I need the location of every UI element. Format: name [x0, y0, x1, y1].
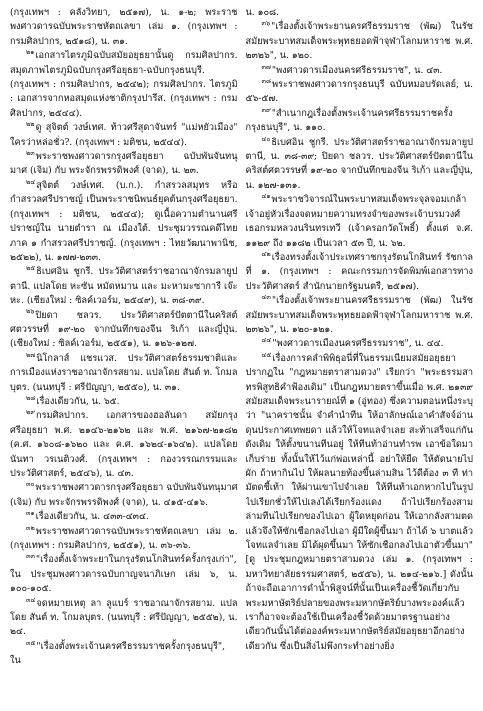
footnote-number: ๔๐ [261, 134, 271, 143]
footnote [10, 265, 238, 308]
footnote-number: ๒๓ [26, 149, 35, 157]
footnote [246, 107, 474, 136]
footnote-number: ๓๙ [261, 105, 271, 114]
footnote-text: "เรื่องตั้งเจ้าพระยาในกรุงรัตนโกสินทร์ครั้งกรุงเก่า", ใน ประชุมพงศาวดารฉบับกาญจนาภิเษก เล่ม ๖, น. ๑๐๐-๑๐๕. [10, 554, 238, 595]
footnote-text: พระราชพงศาวดารกรุงศรีอยุธยา ฉบับพันจันทนุมาศ (เจิม) กับ พระจักรพรรดิพงศ์ (จาด), น. ๔๑๕-๔๑๖. [10, 482, 238, 508]
footnote-number: ๒๗ [26, 350, 36, 359]
footnote [10, 179, 238, 265]
footnote [10, 395, 238, 409]
footnote-text: พระราชพงศาวดารกรุงศรีอยุธยา ฉบับพันจันทนุมาศ (เจิม) กับ พระจักรพรรดิพงศ์ (จาด), น. ๒๓. [10, 151, 238, 177]
footnote-text: ดู สุจิตต์ วงษ์เทศ. ท้าวศรีสุดาจันทร์ "แม่หยัวเมือง" ใครว่าหล่อชั่ว?. (กรุงเทพฯ : มติชน, ๒๕๔๔). [10, 122, 238, 148]
footnote-text: พระราชพงศาวดารฉบับพระราชหัตถเลขา เล่ม ๒. (กรุงเทพฯ : กรมศิลปากร, ๒๕๕๑), น. ๓๖-๓๖. [10, 525, 238, 552]
footnote-text: เรื่องทรงตั้งเจ้าประเทศราชกรุงรัตนโกสินทร์ รัชกาลที่ ๑. (กรุงเทพฯ : คณะกรรมการจัดพิมพ์เอกสารทางประวัติศาสตร์ สำนักนายกรัฐมนตรี, ๒๕๑๗). [245, 251, 473, 292]
footnote-text: ธิเบศอิน ชูกรี. ประวัติศาสตร์ราชอาณาจักรมลายูปตานี, น. ๓๘-๓๙; ปิยดา ชลวร. ประวัติศาสตร์ปัตตานีในคริสต์ศตวรรษที่ ๑๙-๒๐ จากบันทึกของจีน ริเก้า และญี่ปุ่น, น. ๑๒๗-๑๓๑. [245, 136, 473, 191]
footnote-number: ๒๑ [26, 48, 35, 57]
footnote-text: เรื่องการคลำพิพิธุอนี่ที่ในธรรมเนียมสมัยอยุธยาปรากฏใน "กฎหมายตราสามดวง" เรียกว่า "พระธรรมสาทรพิสูทธิคำฟ้องเดิม" เป็นกฎหมายตราขึ้นเมื่อ พ.ศ. ๒๑๓๙ สมัยสมเด็จพระนารายณ์ที่ ๑ (อู่ทอง) ซึ่งความตอนหนึ่งระบุว่า "นาคราชนั้น จำคำนำทีน ให้อาลักษณ์เอาคำสัจจ์อ่านดุนประกาศเทพยดา แล้วให้โจทแลจำเลย สะท้าเสร็จแก่กันดังเดิม ให้ตั้งขนานทีนอยู่ ให้ทีนท้าอ่านทำรพ เอาข้อใดมาเก็บร่าย ทั้งนั้นให้ไว้แก่พ่อเหล่านี้ อย่าให้ยืด ให้ตัดนายไปผัก ถ้าหากินไป ให้ผลนายท้องขึ้นล่ามสิน ไว้ดีต้อง ๓ ที ท่ามัตดชี้เท้า ให้ผ่านเขาไปจำเลย ให้ทีนท้าเอกหากไปในรูป ไปเรียกชั่วให้ไปเลงได้เรียกร้องแดง ถ้าไปเรียกร้องสามล่ามทีนไปเรียกของไปเอา ผู้ใดหยุดก่อน ให้เอากลังสามตด แล้วจึงให้ซักเชือกลงไปเอา ผู้มีใดผู้ขึ้นมา ถ้าได้ ๖ บาตแล้วโจทแลจำเลย มิได้ผุดขึ้นมา ให้ซักเชือกลงไปเอาตัวขึ้นมา" [ดู ประชุมกฎหมายตราสามดวง เล่ม ๑. (กรุงเทพฯ : มหาวิทยาลัยธรรมศาสตร์, ๒๕๕๖), น. ๒๑๔-๒๑๖.] ดังนั้น ถ้าจะถือเอาการดำน้ำพิสูจน์ที่นั้นเป็นเครื่องชี้วัดเกี่ยวกับพระมหาษัตริย์ปลายของพระมหากษัตริย์บางพระองค์แล้ว เราก็อาจจะต้องใช้เป็นเครื่องชี้วัดด้วยมาตรฐานอย่างเดียวกันนั้นได้ต่อองค์พระมหากษัตริย์สมัยอยุธยาอีกอย่างเดียวกัน ซึ่งเป็นสิ่งไม่พึงกระทำอย่างยิ่ง [245, 352, 473, 652]
footnote-text: เรื่องเดียวกัน, น. ๔๓๓-๔๓๔. [35, 511, 149, 523]
footnote [246, 352, 474, 655]
footnote [10, 352, 238, 395]
footnote-text: พระราชวิจารณ์ในพระบาทสมเด็จพระจุลจอมเกล้าเจ้าอยู่หัวเรื่องจดหมายความทรงจำของพระเจ้าบรมวงศ์เธอกรมหลวงนรินทรเทวี (เจ้าครอกวัดโพธิ์) ตั้งแต่ จ.ศ. ๑๑๒๙ ถึง ๑๑๘๒ เป็นเวลา ๕๓ ปี, น. ๖๒. [245, 194, 473, 249]
footnote [10, 49, 238, 121]
footnote [10, 597, 238, 640]
footnote [246, 294, 474, 337]
footnote-text: จดหมายเหตุ ลา ลูแบร์ ราชอาณาจักรสยาม. แปลโดย สันต์ ท. โกมลบุตร. (นนทบุรี : ศรีปัญญา, ๒๕๕๒), น. ๒๔. [10, 597, 238, 638]
footnote [10, 121, 238, 150]
footnote-number: ๒๔ [26, 177, 36, 186]
footnote-number: ๒๙ [26, 408, 36, 417]
footnote-text: ปิยดา ชลวร. ประวัติศาสตร์ปัตตานีในคริสต์ศตวรรษที่ ๑๙-๒๐ จากบันทึกของจีน ริเก้า และญี่ปุ่น. (เชียงใหม่ : ซิลค์เวอร์ม, ๒๕๕๑), น. ๑๒๖-๑๒๗. [10, 309, 238, 350]
footnote-number: ๓๒ [26, 523, 35, 532]
footnote [246, 136, 474, 194]
footnote [246, 78, 474, 107]
footnote-number: ๓๓ [26, 552, 35, 561]
footnote-number: ๓๗ [261, 62, 271, 71]
footnote [10, 640, 238, 669]
footnote-text: (กรุงเทพฯ : คลังวิทยา, ๒๕๑๗), น. ๑-๒; พระราชพงศาวดารฉบับพระราชหัตถเลขา เล่ม ๑. (กรุงเทพฯ : กรมศิลปากร, ๒๕๑๘), น. ๓๑. [10, 7, 238, 47]
footnote-number: ๒๖ [26, 307, 35, 316]
left-footnote-column [10, 6, 238, 707]
footnote-number: ๓๑ [26, 509, 35, 518]
footnote-text: ธิเบศอิน ชูกรี. ประวัติศาสตร์ราชอาณาจักรมลายูปตานี. แปลโดย หะซัน หมัดหมาน และ มะหามะซาการี เจ๊ะหะ. (เชียงใหม่ : ซิลค์เวอร์ม, ๒๕๔๙), น. ๓๘-๓๙. [10, 266, 238, 307]
footnote-text: "พงศาวดารเมืองนครศรีธรรมราช", น. ๔๔. [272, 338, 444, 350]
footnote-number: ๔๔ [261, 336, 272, 345]
footnote-number: ๓๐ [26, 480, 35, 489]
right-footnote-column [246, 6, 474, 707]
footnote-number: ๓๖ [261, 19, 271, 28]
footnote [10, 553, 238, 596]
footnote [10, 309, 238, 352]
footnote-number: ๔๑ [261, 192, 271, 201]
footnote-text: "เรื่องตั้งพระเจ้านครศรีธรรมราชครั้งกรุงธนบุรี", ใน [10, 640, 226, 667]
footnote [10, 510, 238, 524]
footnote-text: เรื่องเดียวกัน, น. ๖๕. [36, 395, 120, 407]
footnote [246, 6, 474, 20]
footnote-number: ๔๒ [261, 249, 271, 258]
footnote [246, 64, 474, 78]
footnote-text: "เรื่องตั้งเจ้าพระยานครศรีธรรมราช (พัฒ) ในรัชสมัยพระบาทสมเด็จพระพุทธยอดฟ้าจุฬาโลกมหาราช พ.ศ. ๒๓๒๖", น. ๑๒๐. [245, 21, 473, 62]
footnote [246, 337, 474, 351]
footnote [10, 150, 238, 179]
footnote-number: ๒๕ [26, 264, 36, 273]
footnote-number: ๔๓ [261, 293, 271, 302]
footnote-text: นิโกลาส์ แชรแวส. ประวัติศาสตร์ธรรมชาติและการเมืองแห่งราชอาณาจักรสยาม. แปลโดย สันต์ ท. โกมลบุตร. (นนทบุรี : ศรีปัญญา, ๒๕๕๐), น. ๓๑. [10, 352, 238, 393]
footnote-text: "สำเนากฎเรื่องตั้งพระเจ้านครศรีธรรมราชครั้งกรุงธนบุรี", น. ๑๑๐. [245, 107, 453, 134]
footnote-number: ๓๘ [261, 76, 271, 85]
footnote [246, 251, 474, 294]
footnote-text: น. ๑๐๘. [245, 7, 280, 18]
footnote [246, 193, 474, 251]
footnote-text: กรมศิลปากร. เอกสารของฮอลันดา สมัยกรุงศรีอยุธยา พ.ศ. ๒๑๔๖-๒๑๖๒ และ พ.ศ. ๒๑๖๗-๒๑๘๒ (ค.ศ. ๑๖๐๘-๑๖๒๐ และ ค.ศ. ๑๖๒๔-๑๖๔๒). แปลโดย นันทา วรเนติวงศ์. (กรุงเทพฯ : กองวรรณกรรมและประวัติศาสตร์, ๒๕๔๖), น. ๔๓. [10, 410, 238, 479]
footnote-text: "พงศาวดารเมืองนครศรีธรรมราช", น. ๔๓. [271, 64, 443, 76]
footnote-number: ๓๕ [26, 638, 36, 647]
footnote-text: สุจิตต์ วงษ์เทศ. (บ.ก.). กำสรวลสมุทร หรือ กำสรวลศรีปราชญ์ เป็นพระราชนิพนธ์ยุคต้นกรุงศรีอยุธยา. (กรุงเทพฯ : มติชน, ๒๕๔๔); ดูเนื้อความตำนานศรีปราชญ์ใน นายตำรา ณ เมืองใต้. ประชุมวรรณคดีไทยภาค ๑ กำสรวลศรีปราชญ์. (กรุงเทพฯ : ไทยวัฒนาพานิช, ๒๕๒๒), น. ๑๗๗-๒๓๓. [10, 179, 238, 263]
footnote-text: "เรื่องตั้งเจ้าพระยานครศรีธรรมราช (พัฒ) ในรัชสมัยพระบาทสมเด็จพระพุทธยอดฟ้าจุฬาโลกมหาราช พ.ศ. ๒๓๒๖", น. ๑๒๐-๑๒๑. [245, 295, 473, 335]
footnote-text: พระราชพงศาวดารกรุงธนบุรี ฉบับหมอบรัดเลย์, น. ๕๖-๕๗. [245, 79, 473, 105]
footnote [246, 20, 474, 63]
footnote [10, 6, 238, 49]
footnote-text: เอกสารไตรภูมิฉบับสมัยอยุธยานั้นดู กรมศิลปากร. สมุดภาพไตรภูมิฉบับกรุงศรีอยุธยา-ฉบับกรุงธนบุรี. (กรุงเทพฯ : กรมศิลปากร, ๒๕๔๒); กรมศิลปากร. ไตรภูมิ : เอกสารจากหอสมุดแห่งชาติกรุงปารีส. (กรุงเทพฯ : กรมศิลปากร, ๒๕๔๔). [10, 50, 238, 119]
footnote-number: ๓๔ [26, 595, 36, 604]
footnote [10, 525, 238, 554]
footnote [10, 481, 238, 510]
footnote-number: ๒๘ [26, 393, 36, 402]
footnote-number: ๔๕ [261, 350, 272, 359]
footnote [10, 409, 238, 481]
footnote-number: ๒๒ [26, 120, 35, 129]
